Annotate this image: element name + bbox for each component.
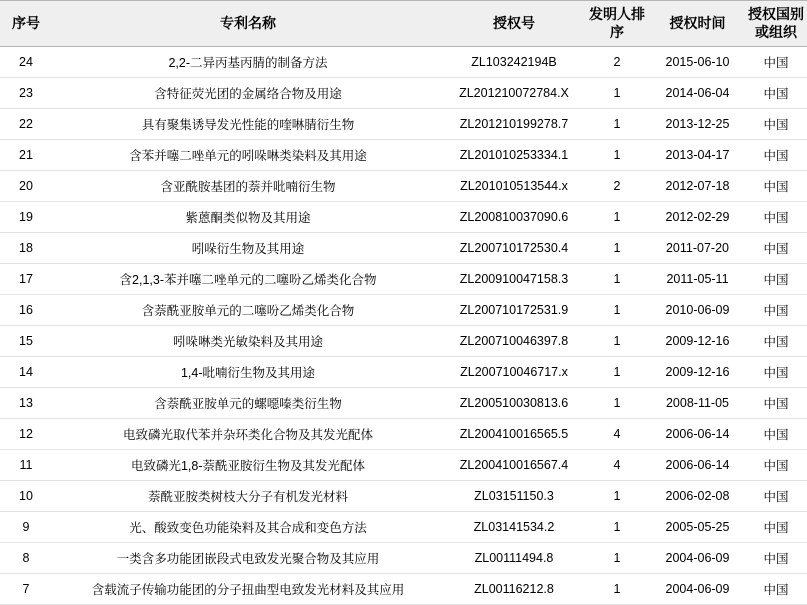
cell-patent-name: 含萘酰亚胺单元的螺噁嗪类衍生物 — [52, 388, 444, 419]
cell-grant-number: ZL201010253334.1 — [444, 140, 584, 171]
cell-country: 中国 — [745, 574, 807, 605]
table-row — [0, 78, 807, 109]
cell-grant-number: ZL200710046397.8 — [444, 326, 584, 357]
cell-country: 中国 — [745, 388, 807, 419]
cell-inventor-rank: 1 — [584, 481, 650, 512]
cell-country: 中国 — [745, 109, 807, 140]
cell-country: 中国 — [745, 357, 807, 388]
cell-patent-name: 具有聚集诱导发光性能的喹啉腈衍生物 — [52, 109, 444, 140]
table-body — [0, 47, 807, 605]
table-row — [0, 202, 807, 233]
cell-inventor-rank: 2 — [584, 47, 650, 78]
cell-grant-date: 2010-06-09 — [650, 295, 745, 326]
column-header-country: 授权国别或组织 — [745, 1, 807, 47]
cell-country: 中国 — [745, 450, 807, 481]
table-row — [0, 264, 807, 295]
cell-seq: 20 — [0, 171, 52, 202]
table-row — [0, 326, 807, 357]
cell-grant-date: 2012-02-29 — [650, 202, 745, 233]
cell-country: 中国 — [745, 295, 807, 326]
cell-inventor-rank: 1 — [584, 357, 650, 388]
cell-grant-date: 2011-05-11 — [650, 264, 745, 295]
table-row — [0, 419, 807, 450]
column-header-patent-name: 专利名称 — [52, 1, 444, 47]
table-row — [0, 481, 807, 512]
cell-grant-number: ZL201210072784.X — [444, 78, 584, 109]
table-row — [0, 171, 807, 202]
cell-patent-name: 吲哚啉类光敏染料及其用途 — [52, 326, 444, 357]
cell-grant-number: ZL03151150.3 — [444, 481, 584, 512]
cell-seq: 23 — [0, 78, 52, 109]
cell-patent-name: 2,2-二异丙基丙腈的制备方法 — [52, 47, 444, 78]
table-row — [0, 140, 807, 171]
cell-grant-date: 2011-07-20 — [650, 233, 745, 264]
cell-inventor-rank: 1 — [584, 543, 650, 574]
cell-patent-name: 电致磷光取代苯并杂环类化合物及其发光配体 — [52, 419, 444, 450]
cell-grant-date: 2013-12-25 — [650, 109, 745, 140]
cell-grant-number: ZL200410016565.5 — [444, 419, 584, 450]
table-row — [0, 47, 807, 78]
cell-inventor-rank: 1 — [584, 233, 650, 264]
cell-country: 中国 — [745, 78, 807, 109]
cell-grant-date: 2015-06-10 — [650, 47, 745, 78]
cell-seq: 19 — [0, 202, 52, 233]
cell-inventor-rank: 1 — [584, 264, 650, 295]
cell-grant-date: 2006-06-14 — [650, 419, 745, 450]
table-row — [0, 574, 807, 605]
cell-country: 中国 — [745, 233, 807, 264]
cell-seq: 13 — [0, 388, 52, 419]
cell-grant-number: ZL03141534.2 — [444, 512, 584, 543]
cell-inventor-rank: 4 — [584, 419, 650, 450]
cell-country: 中国 — [745, 512, 807, 543]
cell-grant-number: ZL200710172530.4 — [444, 233, 584, 264]
cell-patent-name: 一类含多功能团嵌段式电致发光聚合物及其应用 — [52, 543, 444, 574]
cell-country: 中国 — [745, 264, 807, 295]
cell-country: 中国 — [745, 481, 807, 512]
cell-grant-date: 2014-06-04 — [650, 78, 745, 109]
cell-grant-date: 2006-02-08 — [650, 481, 745, 512]
table-row — [0, 543, 807, 574]
cell-seq: 12 — [0, 419, 52, 450]
cell-grant-date: 2009-12-16 — [650, 357, 745, 388]
cell-patent-name: 含特征荧光团的金属络合物及用途 — [52, 78, 444, 109]
cell-patent-name: 吲哚衍生物及其用途 — [52, 233, 444, 264]
cell-seq: 18 — [0, 233, 52, 264]
table-row — [0, 109, 807, 140]
cell-patent-name: 电致磷光1,8-萘酰亚胺衍生物及其发光配体 — [52, 450, 444, 481]
column-header-grant-number: 授权号 — [444, 1, 584, 47]
cell-inventor-rank: 1 — [584, 388, 650, 419]
cell-seq: 16 — [0, 295, 52, 326]
cell-inventor-rank: 1 — [584, 326, 650, 357]
cell-grant-number: ZL103242194B — [444, 47, 584, 78]
column-header-inventor-rank: 发明人排序 — [584, 1, 650, 47]
cell-inventor-rank: 2 — [584, 171, 650, 202]
cell-seq: 14 — [0, 357, 52, 388]
cell-grant-number: ZL00111494.8 — [444, 543, 584, 574]
cell-grant-number: ZL200710172531.9 — [444, 295, 584, 326]
cell-patent-name: 光、酸致变色功能染料及其合成和变色方法 — [52, 512, 444, 543]
cell-patent-name: 含亚酰胺基团的萘并吡喃衍生物 — [52, 171, 444, 202]
table-header — [0, 1, 807, 47]
cell-grant-number: ZL201210199278.7 — [444, 109, 584, 140]
cell-patent-name: 紫蒽酮类似物及其用途 — [52, 202, 444, 233]
cell-grant-date: 2013-04-17 — [650, 140, 745, 171]
table-row — [0, 295, 807, 326]
cell-grant-number: ZL200810037090.6 — [444, 202, 584, 233]
cell-patent-name: 含载流子传输功能团的分子扭曲型电致发光材料及其应用 — [52, 574, 444, 605]
cell-country: 中国 — [745, 419, 807, 450]
cell-country: 中国 — [745, 47, 807, 78]
cell-inventor-rank: 1 — [584, 140, 650, 171]
cell-country: 中国 — [745, 171, 807, 202]
cell-grant-number: ZL201010513544.x — [444, 171, 584, 202]
cell-country: 中国 — [745, 202, 807, 233]
cell-grant-date: 2004-06-09 — [650, 574, 745, 605]
column-header-grant-date: 授权时间 — [650, 1, 745, 47]
cell-grant-number: ZL200910047158.3 — [444, 264, 584, 295]
cell-patent-name: 萘酰亚胺类树枝大分子有机发光材料 — [52, 481, 444, 512]
cell-inventor-rank: 1 — [584, 78, 650, 109]
cell-inventor-rank: 4 — [584, 450, 650, 481]
cell-seq: 21 — [0, 140, 52, 171]
cell-grant-date: 2008-11-05 — [650, 388, 745, 419]
cell-seq: 22 — [0, 109, 52, 140]
table-header-row — [0, 1, 807, 47]
cell-grant-number: ZL00116212.8 — [444, 574, 584, 605]
cell-country: 中国 — [745, 326, 807, 357]
column-header-seq: 序号 — [0, 1, 52, 47]
cell-patent-name: 1,4-吡喃衍生物及其用途 — [52, 357, 444, 388]
cell-seq: 8 — [0, 543, 52, 574]
table-row — [0, 388, 807, 419]
cell-patent-name: 含2,1,3-苯并噻二唑单元的二噻吩乙烯类化合物 — [52, 264, 444, 295]
cell-inventor-rank: 1 — [584, 295, 650, 326]
cell-seq: 24 — [0, 47, 52, 78]
cell-inventor-rank: 1 — [584, 202, 650, 233]
cell-country: 中国 — [745, 543, 807, 574]
table-row — [0, 233, 807, 264]
cell-inventor-rank: 1 — [584, 574, 650, 605]
cell-patent-name: 含萘酰亚胺单元的二噻吩乙烯类化合物 — [52, 295, 444, 326]
cell-grant-date: 2004-06-09 — [650, 543, 745, 574]
cell-grant-number: ZL200510030813.6 — [444, 388, 584, 419]
cell-grant-date: 2005-05-25 — [650, 512, 745, 543]
table-row — [0, 512, 807, 543]
cell-grant-date: 2009-12-16 — [650, 326, 745, 357]
table-row — [0, 357, 807, 388]
cell-grant-number: ZL200710046717.x — [444, 357, 584, 388]
cell-seq: 7 — [0, 574, 52, 605]
cell-seq: 9 — [0, 512, 52, 543]
cell-seq: 11 — [0, 450, 52, 481]
cell-inventor-rank: 1 — [584, 512, 650, 543]
cell-inventor-rank: 1 — [584, 109, 650, 140]
cell-grant-date: 2012-07-18 — [650, 171, 745, 202]
cell-country: 中国 — [745, 140, 807, 171]
cell-seq: 15 — [0, 326, 52, 357]
cell-patent-name: 含苯并噻二唑单元的吲哚啉类染料及其用途 — [52, 140, 444, 171]
cell-grant-date: 2006-06-14 — [650, 450, 745, 481]
cell-seq: 10 — [0, 481, 52, 512]
cell-grant-number: ZL200410016567.4 — [444, 450, 584, 481]
cell-seq: 17 — [0, 264, 52, 295]
table-row — [0, 450, 807, 481]
